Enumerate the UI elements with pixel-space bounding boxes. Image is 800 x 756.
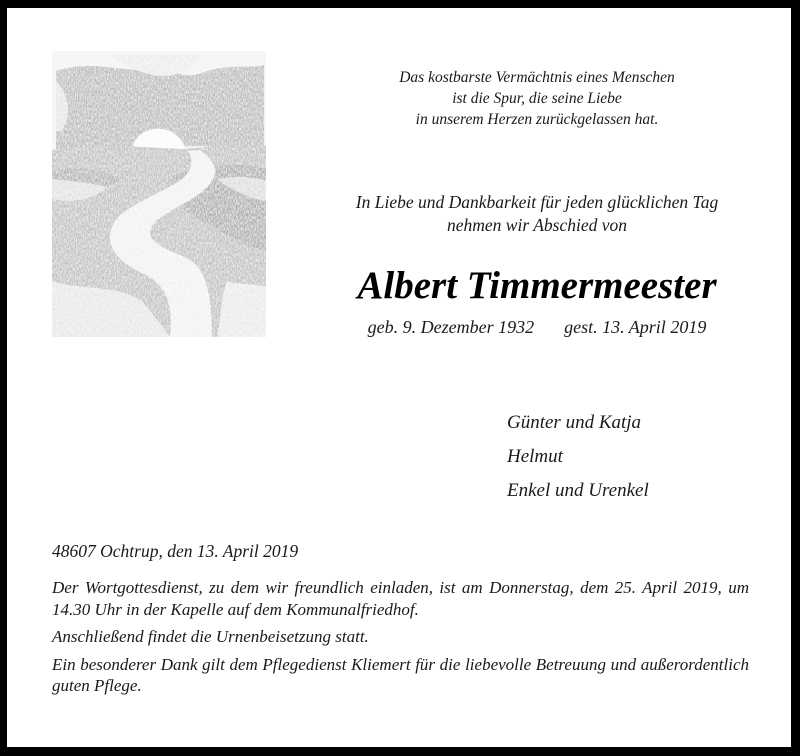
place-and-date: 48607 Ochtrup, den 13. April 2019 [52, 541, 299, 561]
birth-date: geb. 9. Dezember 1932 [367, 317, 535, 337]
quote-line: Das kostbarste Vermächtnis eines Menschen [399, 69, 675, 86]
thanks-paragraph: Ein besonderer Dank gilt dem Pflegedienst Kliemert für die liebevolle Betreuung und außerordentlich guten Pflege. [52, 654, 749, 695]
death-date: gest. 13. April 2019 [564, 317, 707, 337]
mourner: Enkel und Urenkel [507, 480, 649, 501]
farewell-intro [297, 191, 777, 237]
landscape-drawing-icon [52, 51, 266, 337]
mourner: Günter und Katja [507, 412, 642, 433]
obituary-notice [7, 8, 791, 747]
landscape-artwork [52, 51, 266, 337]
service-paragraph: Der Wortgottesdienst, zu dem wir freundlich einladen, ist am Donnerstag, dem 25. April 2019, um 14.30 Uhr in der Kapelle auf dem Kommunalfriedhof. [52, 578, 749, 619]
memorial-quote [307, 67, 767, 130]
deceased-name: Albert Timmermeester [357, 264, 717, 307]
life-dates [297, 315, 777, 339]
mourners-list [507, 406, 649, 508]
service-details [52, 577, 749, 703]
burial-paragraph: Anschließend findet die Urnenbeisetzung statt. [52, 627, 369, 646]
quote-line: in unserem Herzen zurückgelassen hat. [415, 111, 659, 128]
quote-line: ist die Spur, die seine Liebe [452, 90, 622, 107]
intro-line: In Liebe und Dankbarkeit für jeden glücklichen Tag [355, 192, 719, 212]
intro-line: nehmen wir Abschied von [447, 215, 627, 235]
mourner: Helmut [507, 446, 563, 467]
